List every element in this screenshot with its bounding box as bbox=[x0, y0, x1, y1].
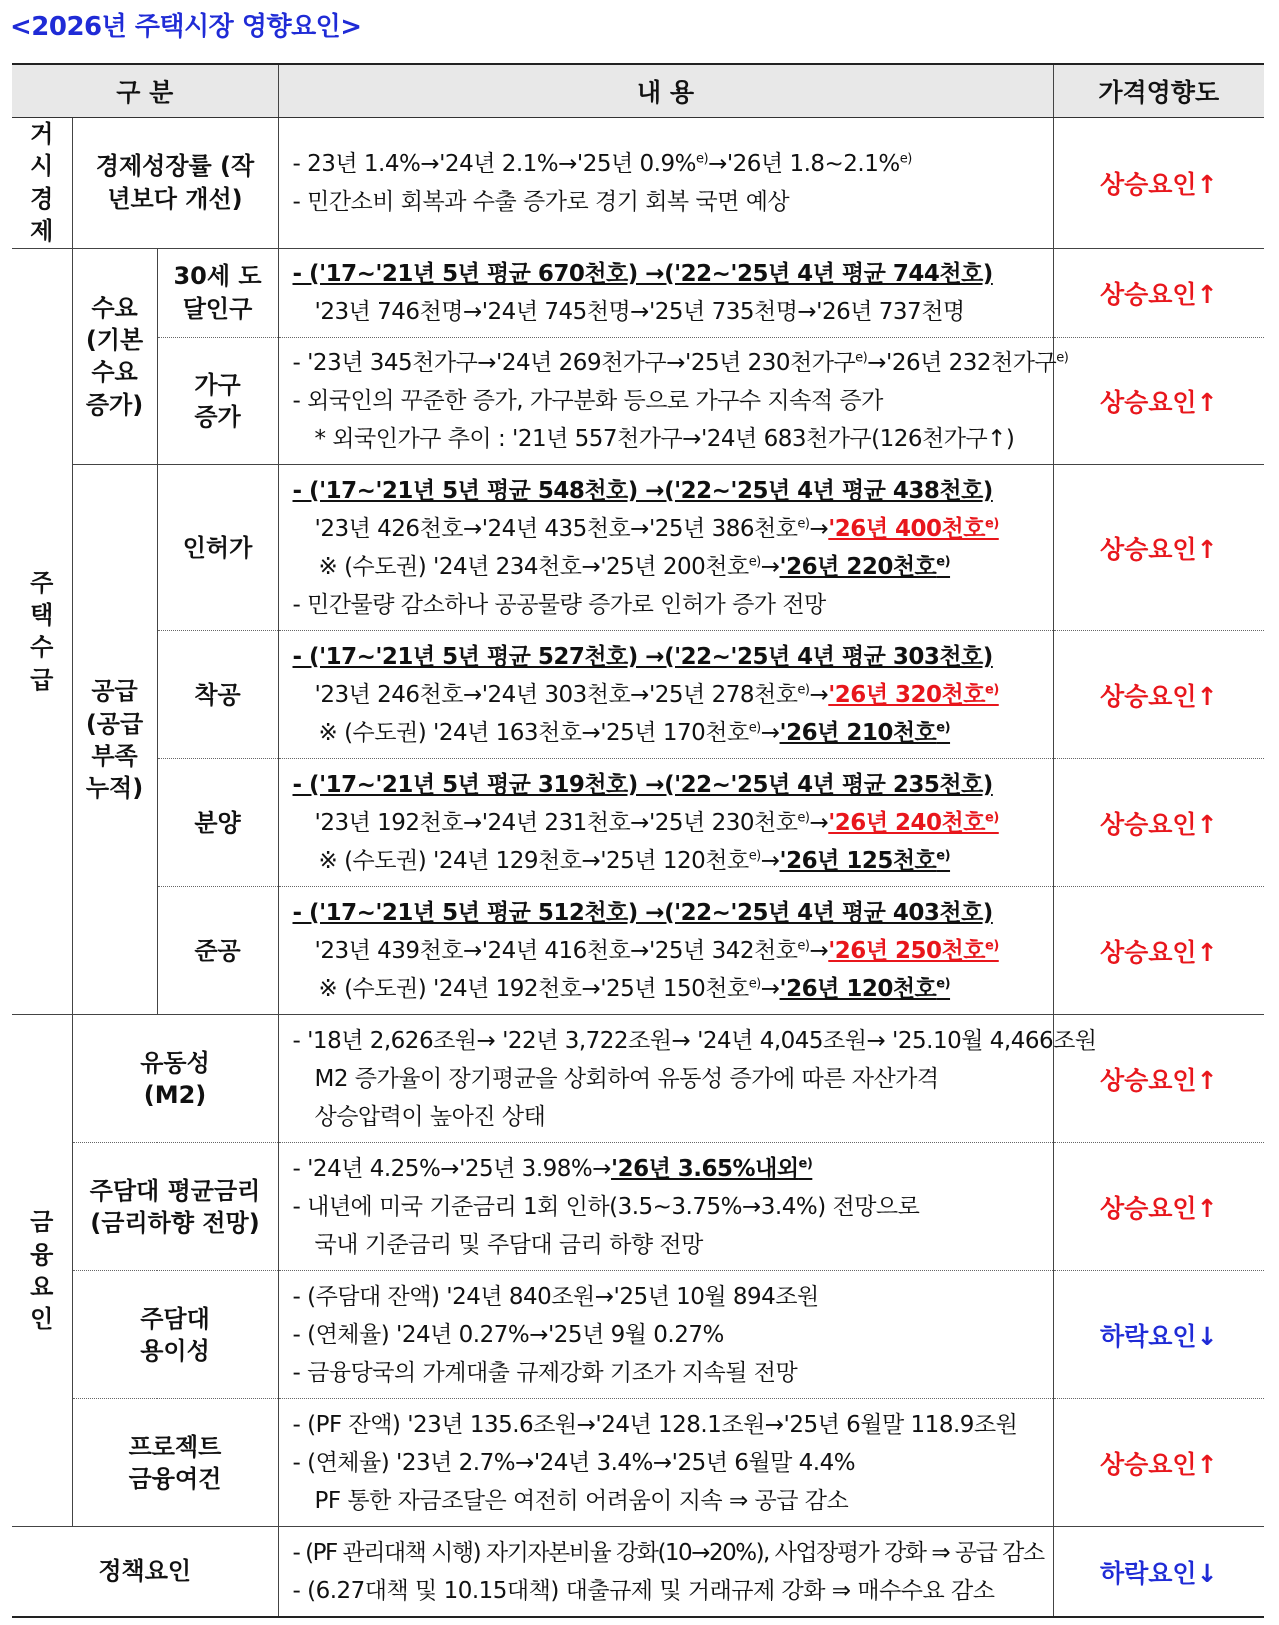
content-completion: - ('17~'21년 5년 평균 512천호) →('22~'25년 4년 평균 403천호) '23년 439천호→'24년 416천호→'25년 342천호$^{e)}$→'26년 250천호$^{e)}$ ※ (수도권) '24년 192천호→'25년 150천호$^{e)}$→'26년 120천호$^{e)}$ bbox=[278, 887, 1053, 1015]
content-policy: - (PF 관리대책 시행) 자기자본비율 강화(10→20%), 사업장평가 강화 ⇒ 공급 감소 - (6.27대책 및 10.15대책) 대출규제 및 거래규제 강화 ⇒ 매수수요 감소 bbox=[278, 1527, 1053, 1617]
content-households: - '23년 345천가구→'24년 269천가구→'25년 230천가구$^{e)}$→'26년 232천가구$^{e)}$ - 외국인의 꾸준한 증가, 가구분화 등으로 가구수 지속적 증가 * 외국인가구 추이 : '21년 557천가구→'24년 683천가구(126천가구↑) bbox=[278, 337, 1053, 465]
effect-permit: 상승요인↑ bbox=[1053, 465, 1264, 631]
effect-completion: 상승요인↑ bbox=[1053, 887, 1264, 1015]
content-age30: - ('17~'21년 5년 평균 670천호) →('22~'25년 4년 평균 744천호) '23년 746천명→'24년 745천명→'25년 735천명→'26년 737천명 bbox=[278, 248, 1053, 337]
sub-gdp-growth: 경제성장률 (작년보다 개선) bbox=[72, 118, 278, 249]
sub-age30: 30세 도달인구 bbox=[157, 248, 278, 337]
header-category: 구 분 bbox=[12, 64, 278, 118]
content-liquidity: - '18년 2,626조원→ '22년 3,722조원→ '24년 4,045조원→ '25.10월 4,466조원 M2 증가율이 장기평균을 상회하여 유동성 증가에 따른 자산가격 상승압력이 높아진 상태 bbox=[278, 1015, 1053, 1143]
content-mortgage-availability: - (주담대 잔액) '24년 840조원→'25년 10월 894조원 - (연체율) '24년 0.27%→'25년 9월 0.27% - 금융당국의 가계대출 규제강화 기조가 지속될 전망 bbox=[278, 1271, 1053, 1399]
header-content: 내 용 bbox=[278, 64, 1053, 118]
effect-households: 상승요인↑ bbox=[1053, 337, 1264, 465]
effect-mortgage-availability: 하락요인↓ bbox=[1053, 1271, 1264, 1399]
page-title: <2026년 주택시장 영향요인> bbox=[10, 12, 362, 42]
content-permit: - ('17~'21년 5년 평균 548천호) →('22~'25년 4년 평균 438천호) '23년 426천호→'24년 435천호→'25년 386천호$^{e)}$→'26년 400천호$^{e)}$ ※ (수도권) '24년 234천호→'25년 200천호$^{e)}$→'26년 220천호$^{e)}$ - 민간물량 감소하나 공공물량 증가로 인허가 증가 전망 bbox=[278, 465, 1053, 631]
effect-presale: 상승요인↑ bbox=[1053, 759, 1264, 887]
sub-mortgage-availability: 주담대 용이성 bbox=[72, 1271, 278, 1399]
sub-presale: 분양 bbox=[157, 759, 278, 887]
table-row bbox=[12, 337, 1264, 465]
table-row bbox=[12, 118, 1264, 249]
table-header-row bbox=[12, 64, 1264, 118]
sub-liquidity: 유동성 (M2) bbox=[72, 1015, 278, 1143]
group-supply: 공급 (공급 부족 누적) bbox=[72, 465, 157, 1015]
effect-mortgage-rate: 상승요인↑ bbox=[1053, 1143, 1264, 1271]
effect-policy: 하락요인↓ bbox=[1053, 1527, 1264, 1617]
group-housing: 주택 수급 bbox=[12, 248, 72, 1015]
content-project-finance: - (PF 잔액) '23년 135.6조원→'24년 128.1조원→'25년 6월말 118.9조원 - (연체율) '23년 2.7%→'24년 3.4%→'25년 6월말 4.4% PF 통한 자금조달은 여전히 어려움이 지속 ⇒ 공급 감소 bbox=[278, 1399, 1053, 1527]
effect-project-finance: 상승요인↑ bbox=[1053, 1399, 1264, 1527]
effect-gdp: 상승요인↑ bbox=[1053, 118, 1264, 249]
header-effect: 가격영향도 bbox=[1053, 64, 1264, 118]
housing-factors-table bbox=[12, 63, 1264, 1618]
table-row bbox=[12, 465, 1264, 631]
table-row bbox=[12, 631, 1264, 759]
group-finance: 금융 요인 bbox=[12, 1015, 72, 1527]
sub-project-finance: 프로젝트 금융여건 bbox=[72, 1399, 278, 1527]
sub-start: 착공 bbox=[157, 631, 278, 759]
group-demand: 수요 (기본 수요 증가) bbox=[72, 248, 157, 465]
table-row bbox=[12, 1015, 1264, 1143]
content-mortgage-rate: - '24년 4.25%→'25년 3.98%→'26년 3.65%내외$^{e)}$ - 내년에 미국 기준금리 1회 인하(3.5~3.75%→3.4%) 전망으로 국내 기준금리 및 주담대 금리 하향 전망 bbox=[278, 1143, 1053, 1271]
table-row bbox=[12, 1527, 1264, 1617]
effect-start: 상승요인↑ bbox=[1053, 631, 1264, 759]
table-row bbox=[12, 1271, 1264, 1399]
content-presale: - ('17~'21년 5년 평균 319천호) →('22~'25년 4년 평균 235천호) '23년 192천호→'24년 231천호→'25년 230천호$^{e)}$→'26년 240천호$^{e)}$ ※ (수도권) '24년 129천호→'25년 120천호$^{e)}$→'26년 125천호$^{e)}$ bbox=[278, 759, 1053, 887]
table-row bbox=[12, 1399, 1264, 1527]
content-start: - ('17~'21년 5년 평균 527천호) →('22~'25년 4년 평균 303천호) '23년 246천호→'24년 303천호→'25년 278천호$^{e)}$→'26년 320천호$^{e)}$ ※ (수도권) '24년 163천호→'25년 170천호$^{e)}$→'26년 210천호$^{e)}$ bbox=[278, 631, 1053, 759]
group-macro: 거시 경제 bbox=[12, 118, 72, 249]
table-row bbox=[12, 1143, 1264, 1271]
content-gdp: - 23년 1.4%→'24년 2.1%→'25년 0.9%$^{e)}$→'26년 1.8~2.1%$^{e)}$ - 민간소비 회복과 수출 증가로 경기 회복 국면 예상 bbox=[278, 118, 1053, 249]
table-row bbox=[12, 887, 1264, 1015]
group-policy: 정책요인 bbox=[12, 1527, 278, 1617]
effect-age30: 상승요인↑ bbox=[1053, 248, 1264, 337]
sub-mortgage-rate: 주담대 평균금리 (금리하향 전망) bbox=[72, 1143, 278, 1271]
sub-households: 가구 증가 bbox=[157, 337, 278, 465]
effect-liquidity: 상승요인↑ bbox=[1053, 1015, 1264, 1143]
sub-completion: 준공 bbox=[157, 887, 278, 1015]
table-row bbox=[12, 759, 1264, 887]
table-row bbox=[12, 248, 1264, 337]
sub-permit: 인허가 bbox=[157, 465, 278, 631]
